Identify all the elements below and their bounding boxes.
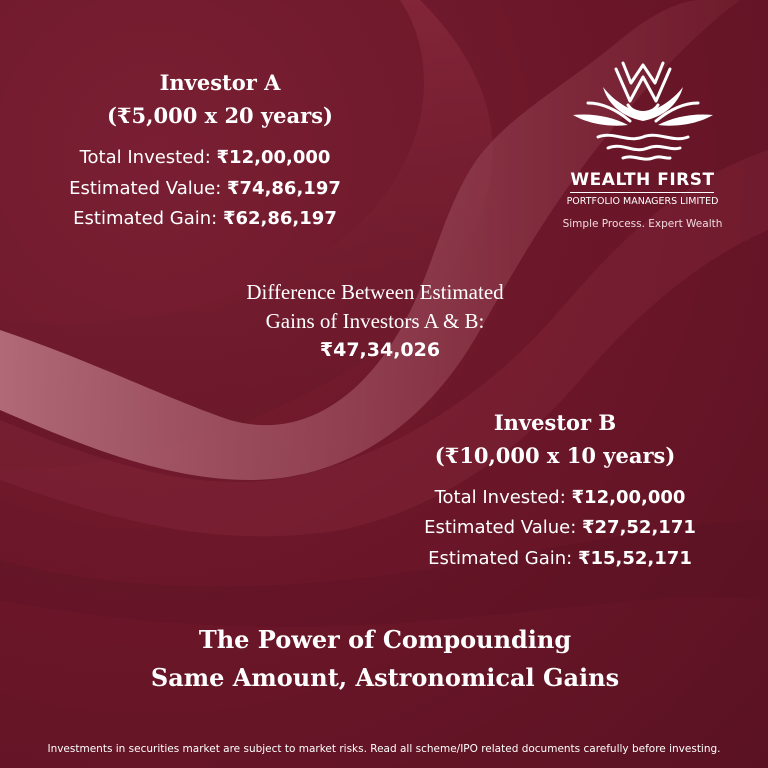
value: ₹74,86,197 — [227, 178, 341, 199]
label: Estimated Gain: — [73, 208, 223, 229]
difference-value: ₹47,34,026 — [319, 339, 441, 361]
value: ₹27,52,171 — [582, 517, 696, 538]
headline-line-2: Same Amount, Astronomical Gains — [150, 663, 620, 692]
value: ₹12,00,000 — [216, 147, 331, 168]
investor-b-estimated-value — [395, 517, 725, 538]
brand-tagline: Simple Process. Expert Wealth — [562, 218, 723, 230]
investor-a-estimated-value — [40, 178, 370, 199]
investor-a-subtitle: (₹5,000 x 20 years) — [107, 103, 333, 128]
investor-b-total-invested — [395, 487, 725, 508]
label: Total Invested: — [434, 487, 572, 508]
brand-divider — [570, 192, 714, 193]
difference-line-1: Difference Between Estimated — [246, 280, 504, 304]
label: Estimated Value: — [424, 517, 582, 538]
label: Estimated Value: — [69, 178, 227, 199]
investor-b-title: Investor B — [493, 410, 617, 435]
headline-line-1: The Power of Compounding — [198, 625, 572, 654]
investor-a-estimated-gain — [40, 208, 370, 229]
investor-b-estimated-gain — [395, 548, 725, 569]
value: ₹12,00,000 — [571, 487, 686, 508]
investor-b-subtitle: (₹10,000 x 10 years) — [434, 443, 676, 468]
value: ₹15,52,171 — [577, 548, 692, 569]
brand-name: WEALTH FIRST — [570, 170, 715, 190]
label: Estimated Gain: — [428, 548, 578, 569]
value: ₹62,86,197 — [222, 208, 337, 229]
disclaimer: Investments in securities market are subject to market risks. Read all scheme/IPO related documents carefully before investing. — [47, 743, 721, 755]
label: Total Invested: — [79, 147, 217, 168]
investor-a-total-invested — [40, 147, 370, 168]
lotus-crown-logo-icon — [568, 55, 718, 165]
brand-subname: PORTFOLIO MANAGERS LIMITED — [566, 196, 719, 207]
investor-a-title: Investor A — [159, 70, 281, 95]
difference-line-2: Gains of Investors A & B: — [265, 309, 485, 333]
